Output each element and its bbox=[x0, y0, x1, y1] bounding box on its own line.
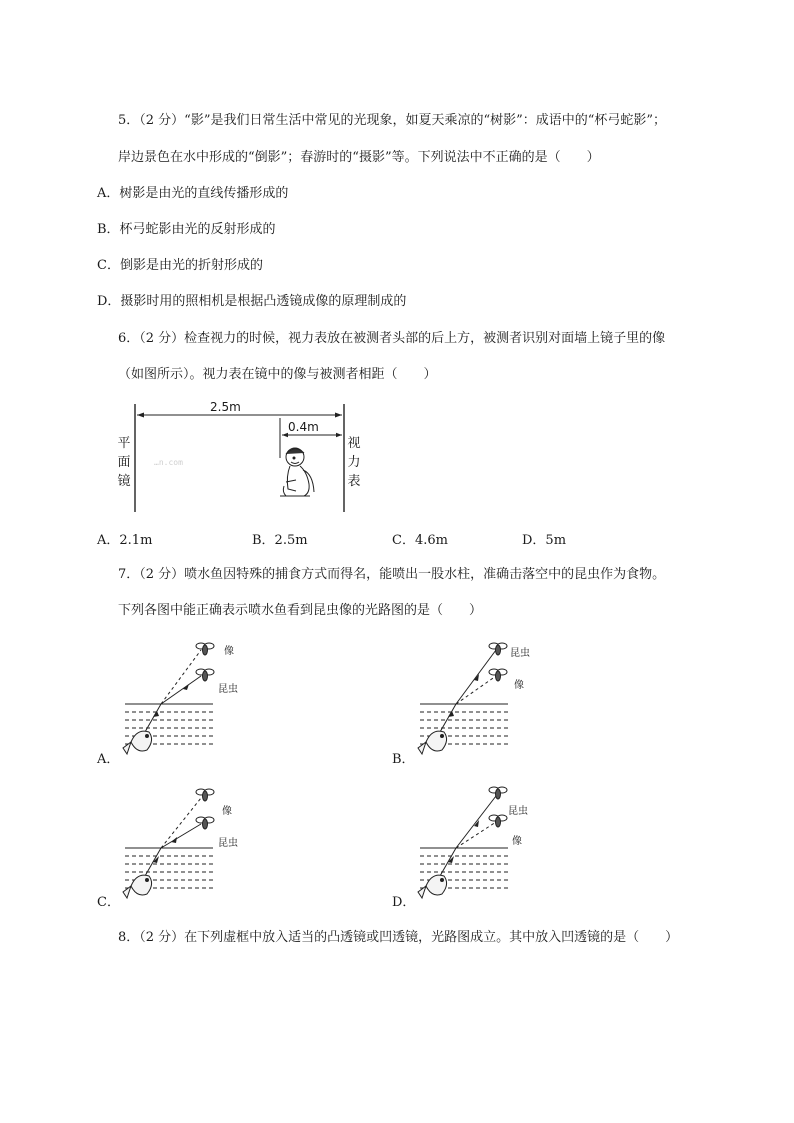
q7-stem-line2: 下列各图中能正确表示喷水鱼看到昆虫像的光路图的是（ ） bbox=[118, 603, 483, 618]
vision-test-figure bbox=[110, 396, 380, 516]
mirror-label-char: 镜 bbox=[117, 474, 131, 489]
figure-c-upper-label: 像 bbox=[222, 806, 232, 817]
figure-a bbox=[97, 636, 257, 766]
q6-stem-line2: （如图所示）。视力表在镜中的像与被测者相距（ ） bbox=[118, 367, 437, 382]
fish-sketch bbox=[418, 731, 447, 754]
chart-label-char: 视 bbox=[347, 436, 361, 451]
figure-c-lower-label: 昆虫 bbox=[218, 838, 238, 849]
fish-sketch bbox=[123, 731, 152, 754]
mirror-label bbox=[116, 434, 132, 491]
fish-sketch bbox=[418, 875, 447, 898]
q6-option-a: A．2.1m bbox=[97, 533, 153, 548]
distance-total-label: 2.5m bbox=[210, 400, 241, 414]
fish-sketch bbox=[123, 875, 152, 898]
figure-c bbox=[97, 780, 257, 910]
figure-d bbox=[392, 780, 552, 910]
q5-stem-line2: 岸边景色在水中形成的“倒影”；春游时的“摄影”等。下列说法中不正确的是（ ） bbox=[118, 150, 600, 165]
vision-test-diagram bbox=[110, 396, 380, 516]
chart-label bbox=[346, 434, 362, 491]
q6-stem-line1: 6．（2 分）检查视力的时候，视力表放在被测者头部的后上方，被测者识别对面墙上镜子里的像 bbox=[118, 331, 666, 346]
figure-a-lower-label: 昆虫 bbox=[218, 684, 238, 695]
figure-b-upper-label: 昆虫 bbox=[510, 648, 530, 659]
q5-option-a: A．树影是由光的直线传播形成的 bbox=[97, 186, 289, 201]
chart-label-char: 力 bbox=[347, 455, 361, 470]
q8-stem-line1: 8．（2 分）在下列虚框中放入适当的凸透镜或凹透镜，光路图成立。其中放入凹透镜的是（ ） bbox=[118, 930, 679, 945]
chart-label-char: 表 bbox=[347, 474, 361, 489]
q6-option-d: D．5m bbox=[522, 533, 567, 548]
mirror-label-char: 面 bbox=[117, 455, 131, 470]
watermark: …n.com bbox=[154, 458, 183, 467]
person-sketch bbox=[280, 448, 314, 496]
q5-option-b: B．杯弓蛇影由光的反射形成的 bbox=[97, 222, 276, 237]
figure-a-letter: A． bbox=[97, 752, 120, 767]
q5-stem-line1: 5．（2 分）“影”是我们日常生活中常见的光现象，如夏天乘凉的“树影”：成语中的“杯弓蛇影”； bbox=[118, 113, 667, 128]
distance-small-label: 0.4m bbox=[288, 420, 319, 434]
figure-d-diagram bbox=[392, 780, 552, 910]
figure-c-letter: C． bbox=[97, 895, 120, 910]
q5-option-d: D．摄影时用的照相机是根据凸透镜成像的原理制成的 bbox=[97, 294, 407, 309]
q6-option-c: C．4.6m bbox=[392, 533, 448, 548]
figure-d-lower-label: 像 bbox=[512, 836, 522, 847]
mirror-label-char: 平 bbox=[117, 436, 131, 451]
figure-a-upper-label: 像 bbox=[224, 646, 234, 657]
figure-d-letter: D． bbox=[392, 895, 416, 910]
figure-b-lower-label: 像 bbox=[514, 680, 524, 691]
figure-b bbox=[392, 636, 552, 766]
q6-option-b: B．2.5m bbox=[252, 533, 308, 548]
q5-option-c: C．倒影是由光的折射形成的 bbox=[97, 258, 263, 273]
q7-stem-line1: 7．（2 分）喷水鱼因特殊的捕食方式而得名，能喷出一股水柱，准确击落空中的昆虫作为食物。 bbox=[118, 567, 666, 582]
figure-b-letter: B． bbox=[392, 752, 415, 767]
figure-d-upper-label: 昆虫 bbox=[508, 806, 528, 817]
